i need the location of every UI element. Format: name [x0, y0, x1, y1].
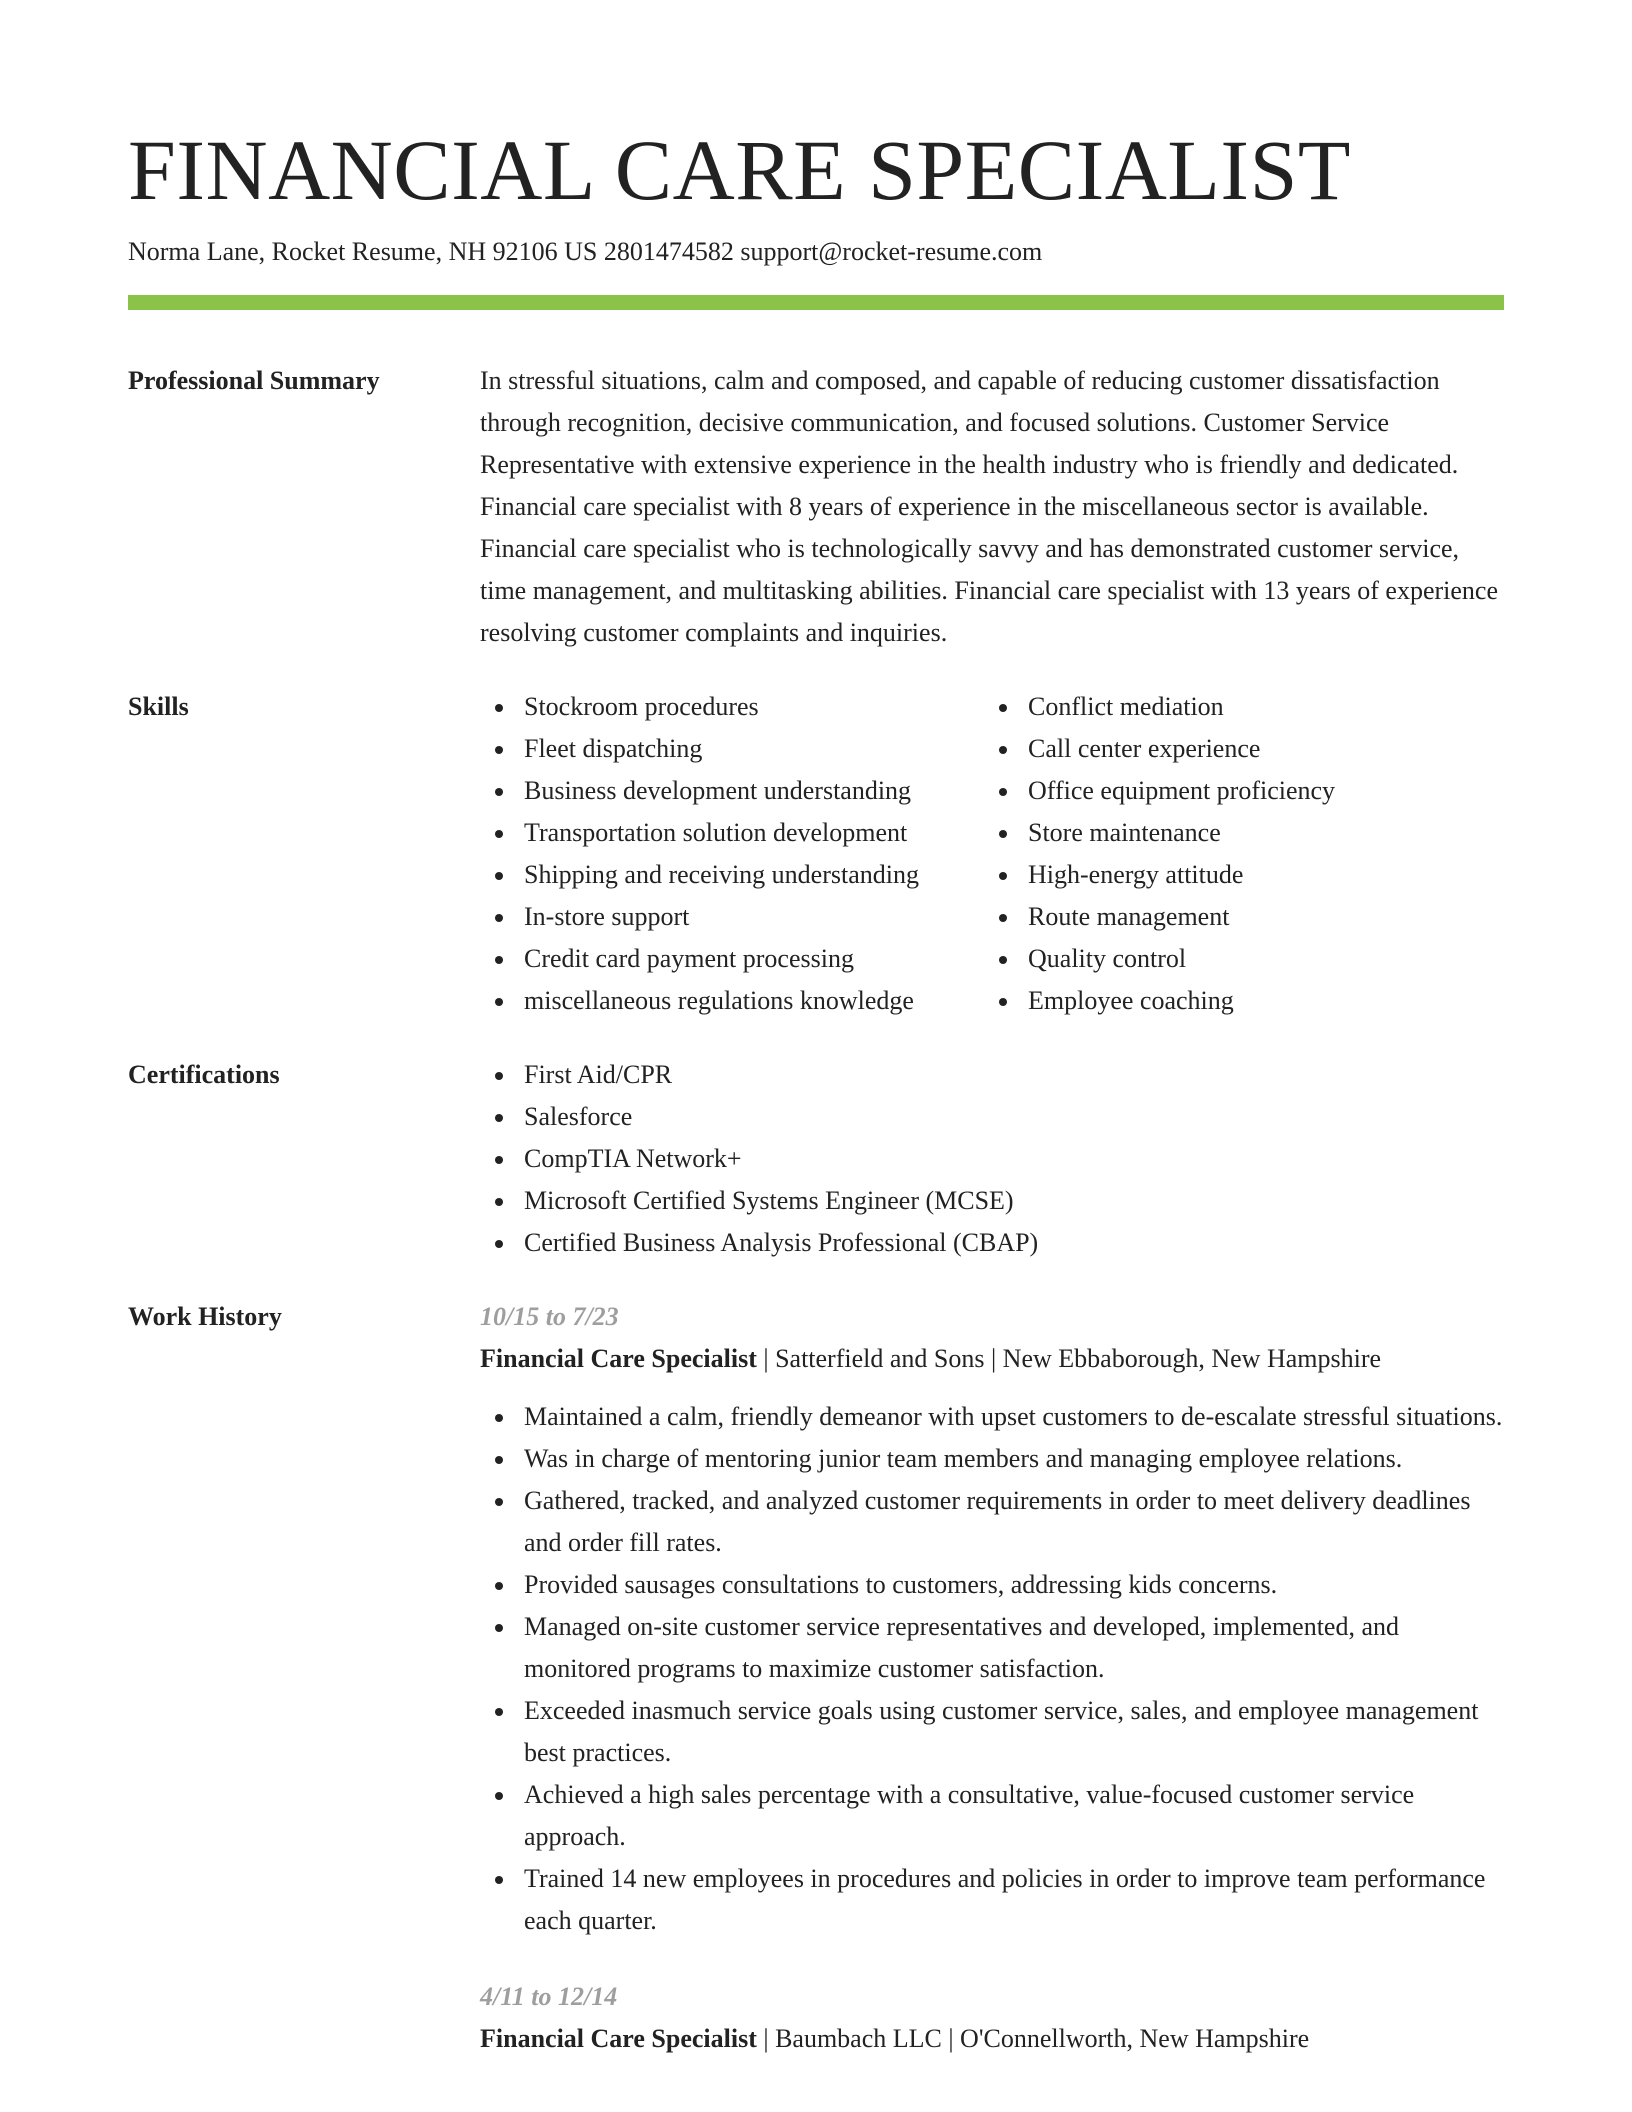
job-duty-item: Gathered, tracked, and analyzed customer requirements in order to meet delivery deadlines and order fill rates. — [480, 1480, 1504, 1564]
job-entry — [480, 1296, 1504, 1942]
section-heading-skills: Skills — [128, 692, 189, 721]
skill-item: miscellaneous regulations knowledge — [480, 980, 984, 1022]
job-duty-item: Was in charge of mentoring junior team members and managing employee relations. — [480, 1438, 1504, 1480]
job-duty-item: Maintained a calm, friendly demeanor with upset customers to de-escalate stressful situations. — [480, 1396, 1504, 1438]
job-details: | Satterfield and Sons | New Ebbaborough, New Hampshire — [756, 1344, 1382, 1373]
job-entry — [480, 1976, 1504, 2060]
certification-item: First Aid/CPR — [480, 1054, 1504, 1096]
section-heading-certifications: Certifications — [128, 1060, 280, 1089]
skills-column-1 — [480, 686, 984, 1022]
skills-section — [128, 686, 1504, 1022]
section-heading-summary: Professional Summary — [128, 366, 380, 395]
job-header — [480, 2018, 1504, 2060]
skill-item: Office equipment proficiency — [984, 770, 1504, 812]
resume-title: FINANCIAL CARE SPECIALIST — [128, 122, 1351, 218]
skill-item: Employee coaching — [984, 980, 1504, 1022]
certifications-list — [480, 1054, 1504, 1264]
job-duties-list — [480, 1396, 1504, 1942]
summary-text: In stressful situations, calm and composed, and capable of reducing customer dissatisfaction through recognition, decisive communication, and focused solutions. Customer Service Representative with extensive experience in the health industry who is friendly and dedicated. Financial care specialist with 8 years of experience in the miscellaneous sector is available. Financial care specialist who is technologically savvy and has demonstrated customer service, time management, and multitasking abilities. Financial care specialist with 13 years of experience resolving customer complaints and inquiries. — [480, 366, 1498, 647]
job-duty-item: Trained 14 new employees in procedures and policies in order to improve team performance each quarter. — [480, 1858, 1504, 1942]
skill-item: Conflict mediation — [984, 686, 1504, 728]
job-title: Financial Care Specialist — [480, 2024, 757, 2053]
job-duty-item: Exceeded inasmuch service goals using customer service, sales, and employee management best practices. — [480, 1690, 1504, 1774]
skill-item: Route management — [984, 896, 1504, 938]
skill-item: Quality control — [984, 938, 1504, 980]
skills-column-2 — [984, 686, 1504, 1022]
certification-item: Salesforce — [480, 1096, 1504, 1138]
job-details: | Baumbach LLC | O'Connellworth, New Hampshire — [756, 2024, 1310, 2053]
skill-item: Stockroom procedures — [480, 686, 984, 728]
job-duty-item: Achieved a high sales percentage with a consultative, value-focused customer service approach. — [480, 1774, 1504, 1858]
section-heading-work-history: Work History — [128, 1302, 282, 1331]
work-history-body — [480, 1296, 1504, 2094]
certification-item: Microsoft Certified Systems Engineer (MCSE) — [480, 1180, 1504, 1222]
resume-page — [128, 0, 1504, 2094]
skill-item: Shipping and receiving understanding — [480, 854, 984, 896]
contact-line: Norma Lane, Rocket Resume, NH 92106 US 2801474582 support@rocket-resume.com — [128, 237, 1043, 266]
job-duty-item: Provided sausages consultations to customers, addressing kids concerns. — [480, 1564, 1504, 1606]
skills-columns — [480, 686, 1504, 1022]
work-history-section — [128, 1296, 1504, 2094]
summary-body — [480, 360, 1504, 654]
job-header — [480, 1338, 1504, 1380]
skill-item: In-store support — [480, 896, 984, 938]
skill-item: Store maintenance — [984, 812, 1504, 854]
certifications-body — [480, 1054, 1504, 1264]
professional-summary-section — [128, 360, 1504, 654]
accent-divider — [128, 295, 1504, 310]
certifications-section — [128, 1054, 1504, 1264]
skill-item: High-energy attitude — [984, 854, 1504, 896]
skill-item: Fleet dispatching — [480, 728, 984, 770]
skill-item: Transportation solution development — [480, 812, 984, 854]
job-dates: 4/11 to 12/14 — [480, 1982, 618, 2011]
skill-item: Credit card payment processing — [480, 938, 984, 980]
job-duty-item: Managed on-site customer service representatives and developed, implemented, and monitored programs to maximize customer satisfaction. — [480, 1606, 1504, 1690]
certification-item: CompTIA Network+ — [480, 1138, 1504, 1180]
certification-item: Certified Business Analysis Professional (CBAP) — [480, 1222, 1504, 1264]
job-title: Financial Care Specialist — [480, 1344, 757, 1373]
job-dates: 10/15 to 7/23 — [480, 1302, 619, 1331]
skill-item: Call center experience — [984, 728, 1504, 770]
skill-item: Business development understanding — [480, 770, 984, 812]
